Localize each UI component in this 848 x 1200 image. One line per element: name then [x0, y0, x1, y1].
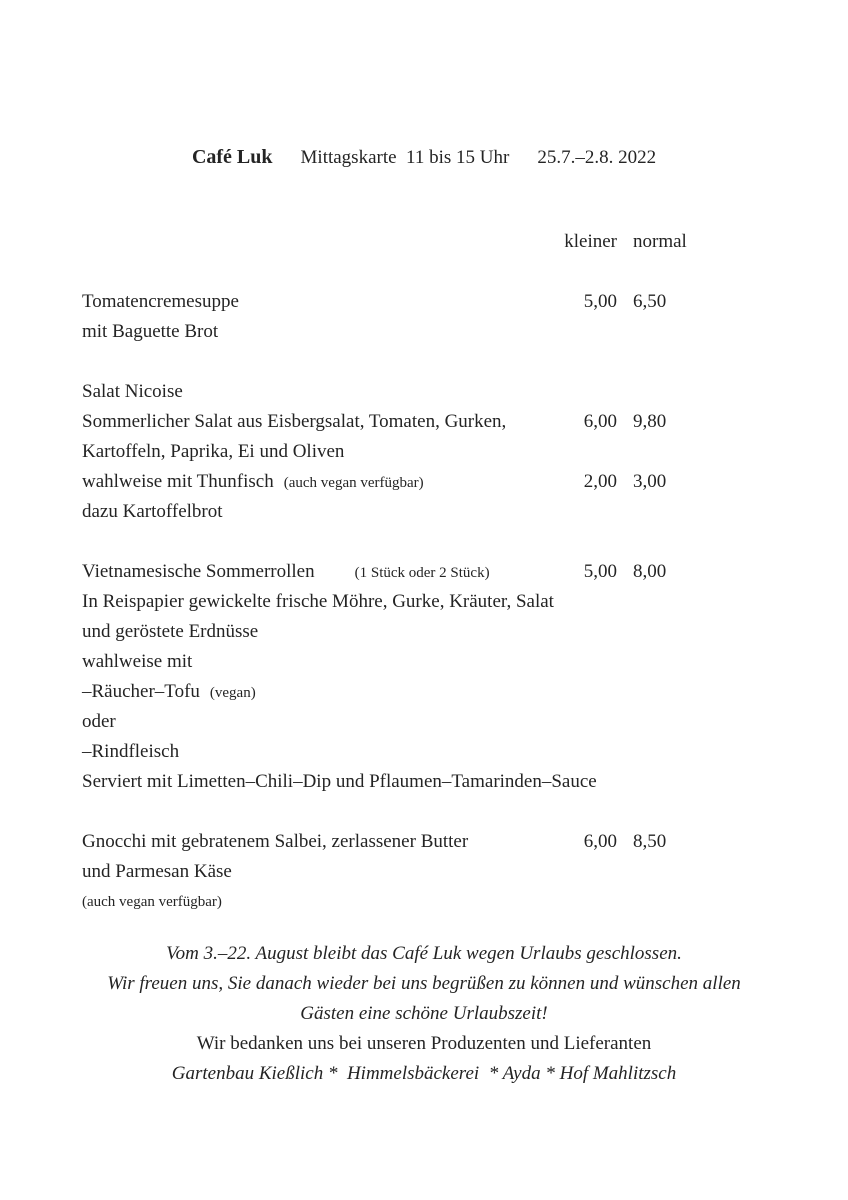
menu-item-description: mit Baguette Brot	[82, 321, 219, 342]
menu-item-name: Salat Nicoise	[82, 381, 183, 402]
menu-item-note: (auch vegan verfügbar)	[283, 475, 424, 491]
menu-item-description: wahlweise mit	[82, 651, 193, 672]
menu-section-summer-rolls	[82, 557, 742, 797]
menu-section-gnocchi	[82, 827, 742, 917]
closure-notice-line-2: Wir freuen uns, Sie danach wieder bei uns begrüßen zu können und wünschen allen	[107, 973, 741, 994]
menu-item-name: Tomatencremesuppe	[82, 291, 239, 312]
menu-item-description: oder	[82, 711, 116, 732]
menu-item-note: (vegan)	[209, 685, 256, 701]
price-kleiner: 6,00	[583, 411, 617, 432]
menu-section-soup	[82, 287, 742, 347]
menu-type-hours: Mittagskarte 11 bis 15 Uhr	[300, 147, 510, 168]
price-normal: 9,80	[633, 411, 667, 432]
price-kleiner: 2,00	[583, 471, 617, 492]
closure-notice-line-3: Gästen eine schöne Urlaubszeit!	[300, 1003, 548, 1024]
menu-item-description: Kartoffeln, Paprika, Ei und Oliven	[82, 441, 345, 462]
price-kleiner: 6,00	[583, 831, 617, 852]
column-header-normal: normal	[633, 231, 687, 252]
menu-item-name: Gnocchi mit gebratenem Salbei, zerlassener Butter	[82, 831, 469, 852]
footer-notices	[0, 939, 848, 1089]
menu-item-description: In Reispapier gewickelte frische Möhre, Gurke, Kräuter, Salat	[82, 591, 554, 612]
menu-item-option: –Rindfleisch	[82, 741, 180, 762]
menu-item-description: Sommerlicher Salat aus Eisbergsalat, Tomaten, Gurken,	[82, 411, 507, 432]
menu-item-row	[82, 287, 742, 317]
menu-content	[82, 227, 742, 917]
menu-item-option: wahlweise mit Thunfisch	[82, 471, 274, 492]
menu-item-description: dazu Kartoffelbrot	[82, 501, 223, 522]
price-normal: 3,00	[633, 471, 667, 492]
menu-item-row	[82, 827, 742, 857]
price-normal: 8,00	[633, 561, 667, 582]
menu-item-option: –Räucher–Tofu (vegan)	[82, 681, 256, 702]
menu-item-description: Serviert mit Limetten–Chili–Dip und Pflaumen–Tamarinden–Sauce	[82, 771, 597, 792]
menu-item-row	[82, 407, 742, 437]
thanks-line: Wir bedanken uns bei unseren Produzenten und Lieferanten	[196, 1033, 652, 1054]
menu-item-row	[82, 467, 742, 497]
column-header-kleiner: kleiner	[564, 231, 617, 252]
menu-section-salad	[82, 377, 742, 527]
price-column-headers	[82, 227, 742, 257]
price-kleiner: 5,00	[583, 561, 617, 582]
closure-notice-line-1: Vom 3.–22. August bleibt das Café Luk wegen Urlaubs geschlossen.	[166, 943, 682, 964]
menu-item-name: Vietnamesische Sommerrollen	[82, 561, 315, 582]
date-range: 25.7.–2.8. 2022	[537, 147, 657, 168]
price-normal: 8,50	[633, 831, 667, 852]
menu-item-row	[82, 557, 742, 587]
menu-item-note: (auch vegan verfügbar)	[82, 894, 222, 910]
price-normal: 6,50	[633, 291, 667, 312]
menu-item-description: und Parmesan Käse	[82, 861, 232, 882]
menu-item-description: und geröstete Erdnüsse	[82, 621, 259, 642]
price-kleiner: 5,00	[583, 291, 617, 312]
menu-header	[0, 142, 848, 173]
cafe-name: Café Luk	[191, 146, 273, 168]
menu-item-note: (1 Stück oder 2 Stück)	[354, 565, 490, 581]
suppliers-line: Gartenbau Kießlich * Himmelsbäckerei * Ayda * Hof Mahlitzsch	[171, 1063, 677, 1084]
